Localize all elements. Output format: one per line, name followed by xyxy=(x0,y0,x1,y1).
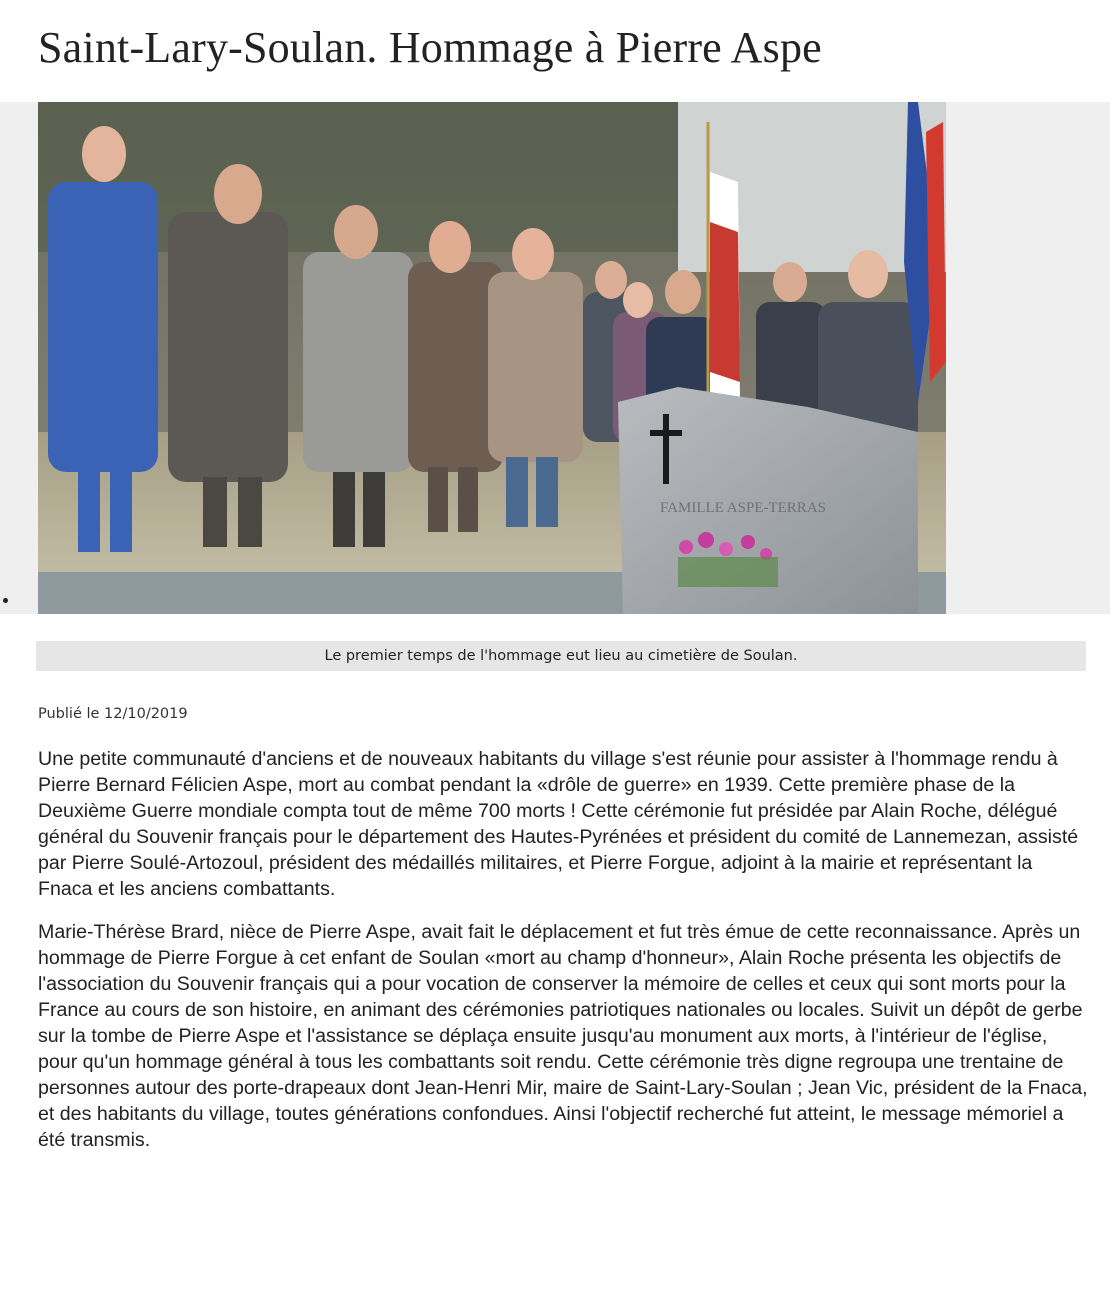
photo-caption-bar xyxy=(36,641,1086,671)
grave-inscription: FAMILLE ASPE-TERRAS xyxy=(660,500,826,516)
article-title: Saint-Lary-Soulan. Hommage à Pierre Aspe xyxy=(38,23,822,72)
ceremony-photo xyxy=(38,102,946,614)
publication-date: Publié le 12/10/2019 xyxy=(38,706,188,722)
photo-caption: Le premier temps de l'hommage eut lieu au cimetière de Soulan. xyxy=(324,648,798,664)
list-bullet xyxy=(3,598,8,603)
article-paragraph: Marie-Thérèse Brard, nièce de Pierre Aspe, avait fait le déplacement et fut très émue de cette reconnaissance. Après un hommage de Pierre Forgue à cet enfant de Soulan «mort au champ d'honneur», Alain Roche présenta les objectifs de l'association du Souvenir français qui a pour vocation de conserver la mémoire de celles et ceux qui sont morts pour la France au cours de son histoire, en animant des cérémonies patriotiques nationales ou locales. Suivit un dépôt de gerbe sur la tombe de Pierre Aspe et l'assistance se déplaça ensuite jusqu'au monument aux morts, à l'intérieur de l'église, pour qu'un hommage général à tous les combattants soit rendu. Cette cérémonie très digne regroupa une trentaine de personnes autour des porte-drapeaux dont Jean-Henri Mir, maire de Saint-Lary-Soulan ; Jean Vic, président de la Fnaca, et des habitants du village, toutes générations confondues. Ainsi l'objectif recherché fut atteint, le message mémoriel a été transmis. xyxy=(38,921,1088,1151)
article-body xyxy=(38,746,1088,1170)
article-paragraph: Une petite communauté d'anciens et de nouveaux habitants du village s'est réunie pour assister à l'hommage rendu à Pierre Bernard Félicien Aspe, mort au combat pendant la «drôle de guerre» en 1939. Cette première phase de la Deuxième Guerre mondiale compta tout de même 700 morts ! Cette cérémonie fut présidée par Alain Roche, délégué général du Souvenir français pour le département des Hautes-Pyrénées et président du comité de Lannemezan, assisté par Pierre Soulé-Artozoul, président des médaillés militaires, et Pierre Forgue, adjoint à la mairie et représentant la Fnaca et les anciens combattants. xyxy=(38,748,1079,900)
